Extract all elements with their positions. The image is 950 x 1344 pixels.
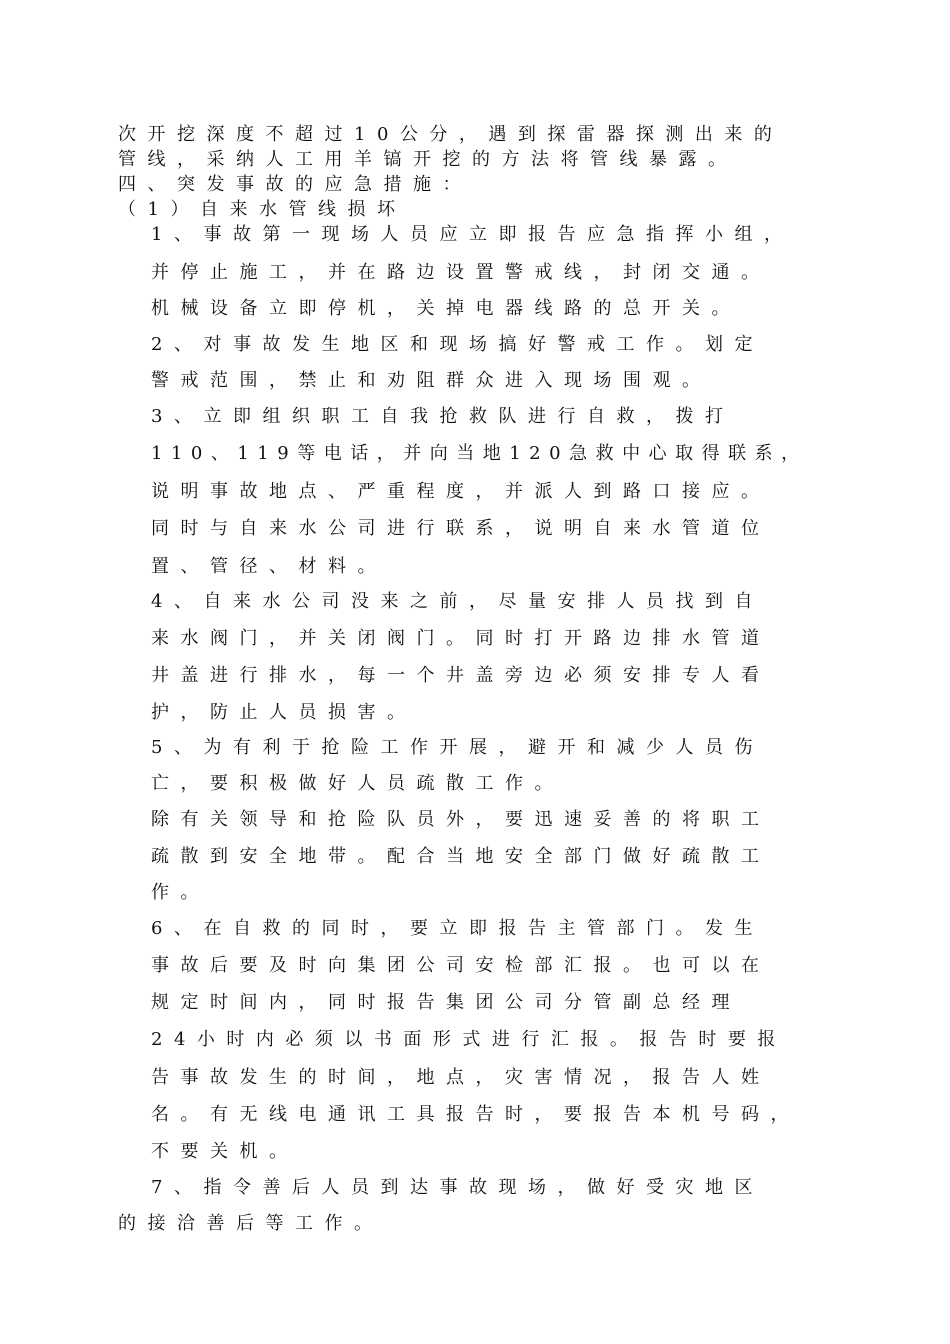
text-line: 井盖进行排水，每一个井盖旁边必须安排专人看 [151,665,771,686]
text-line: 1、事故第一现场人员应立即报告应急指挥小组， [151,224,794,245]
subsection-heading: （1）自来水管线损坏 [118,199,407,220]
text-line: 4、自来水公司没来之前，尽量安排人员找到自 [151,591,764,612]
text-line: 5、为有利于抢险工作开展，避开和减少人员伤 [151,737,764,758]
text-line: 6、在自救的同时，要立即报告主管部门。发生 [151,918,764,939]
text-line: 说明事故地点、严重程度，并派人到路口接应。 [151,481,771,502]
text-line: 来水阀门，并关闭阀门。同时打开路边排水管道 [151,628,771,649]
section-heading: 四、突发事故的应急措施： [118,174,472,195]
text-line: 并停止施工，并在路边设置警戒线，封闭交通。 [151,262,771,283]
text-line: 作。 [151,882,210,903]
text-line: 2、对事故发生地区和现场搞好警戒工作。划定 [151,334,764,355]
text-line: 护，防止人员损害。 [151,702,417,723]
text-line: 110、119等电话，并向当地120急救中心取得联系， [151,443,808,464]
text-line: 的接洽善后等工作。 [118,1213,384,1234]
text-line: 事故后要及时向集团公司安检部汇报。也可以在 [151,955,771,976]
text-line: 除有关领导和抢险队员外，要迅速妥善的将职工 [151,809,771,830]
text-line: 不要关机。 [151,1141,299,1162]
text-line: 亡，要积极做好人员疏散工作。 [151,773,564,794]
text-line: 名。有无线电通讯工具报告时，要报告本机号码， [151,1104,800,1125]
text-line: 次开挖深度不超过10公分，遇到探雷器探测出来的 [118,124,784,145]
text-line: 机械设备立即停机，关掉电器线路的总开关。 [151,298,741,319]
text-line: 规定时间内，同时报告集团公司分管副总经理 [151,992,741,1013]
text-line: 警戒范围，禁止和劝阻群众进入现场围观。 [151,370,712,391]
text-line: 疏散到安全地带。配合当地安全部门做好疏散工 [151,846,771,867]
text-line: 24小时内必须以书面形式进行汇报。报告时要报 [151,1029,787,1050]
text-line: 同时与自来水公司进行联系，说明自来水管道位 [151,518,771,539]
text-line: 3、立即组织职工自我抢救队进行自救，拨打 [151,406,735,427]
text-line: 7、指令善后人员到达事故现场，做好受灾地区 [151,1177,764,1198]
text-line: 告事故发生的时间，地点，灾害情况，报告人姓 [151,1067,771,1088]
text-line: 置、管径、材料。 [151,556,387,577]
text-line: 管线，采纳人工用羊镐开挖的方法将管线暴露。 [118,149,738,170]
